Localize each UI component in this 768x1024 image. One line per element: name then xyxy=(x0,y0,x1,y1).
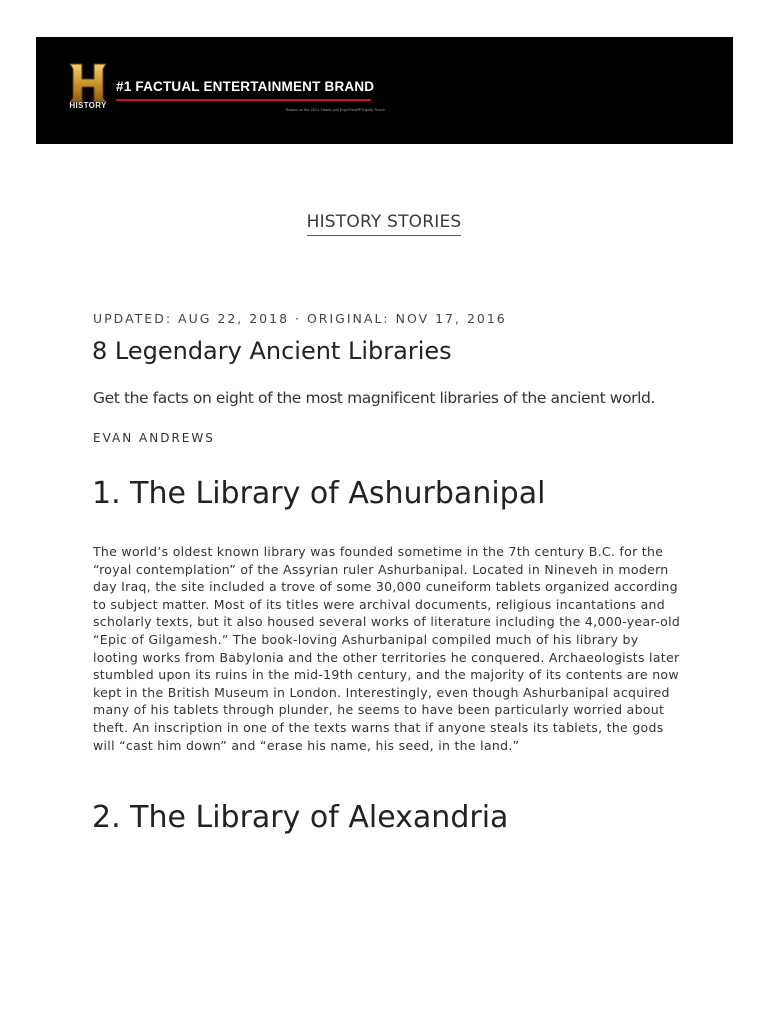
section-body-1: The world’s oldest known library was founded sometime in the 7th century B.C. for the “royal contemplation” of the Assyrian ruler Ashurbanipal. Located in Nineveh in modern day Iraq, the site included a trove of some 30,000 cuneiform tablets organized according to subject matter. Most of its titles were archival documents, religious incantations and scholarly texts, but it also housed several works of literature including the 4,000-year-old “Epic of Gilgamesh.” The book-loving Ashurbanipal compiled much of his library by looting works from Babylonia and the other territories he conquered. Archaeologists later stumbled upon its ruins in the mid-19th century, and the majority of its contents are now kept in the British Museum in London. Interestingly, even though Ashurbanipal acquired many of his tablets through plunder, he seems to have been particularly worried about theft. An inscription in one of the texts warns that if anyone steals its tablets, the gods will “cast him down” and “erase his name, his seed, in the land.” xyxy=(93,544,681,753)
page-title: 8 Legendary Ancient Libraries xyxy=(92,337,452,365)
history-logo-wordmark: HISTORY xyxy=(69,101,107,110)
article-dates: UPDATED: AUG 22, 2018 · ORIGINAL: NOV 17, 2016 xyxy=(93,311,507,326)
author-byline[interactable]: EVAN ANDREWS xyxy=(93,431,215,445)
ad-divider xyxy=(116,99,371,101)
ad-banner[interactable] xyxy=(36,37,733,144)
ad-headline: #1 FACTUAL ENTERTAINMENT BRAND xyxy=(116,79,375,94)
section-nav xyxy=(0,212,768,236)
section-heading-2: 2. The Library of Alexandria xyxy=(92,800,509,835)
history-stories-link[interactable]: HISTORY STORIES xyxy=(307,212,462,236)
ad-fine-print: Based on the 2021 Harris poll EquiTrend® Equity Score xyxy=(286,107,385,112)
article-subtitle: Get the facts on eight of the most magnificent libraries of the ancient world. xyxy=(93,389,656,407)
section-heading-1: 1. The Library of Ashurbanipal xyxy=(92,476,546,511)
